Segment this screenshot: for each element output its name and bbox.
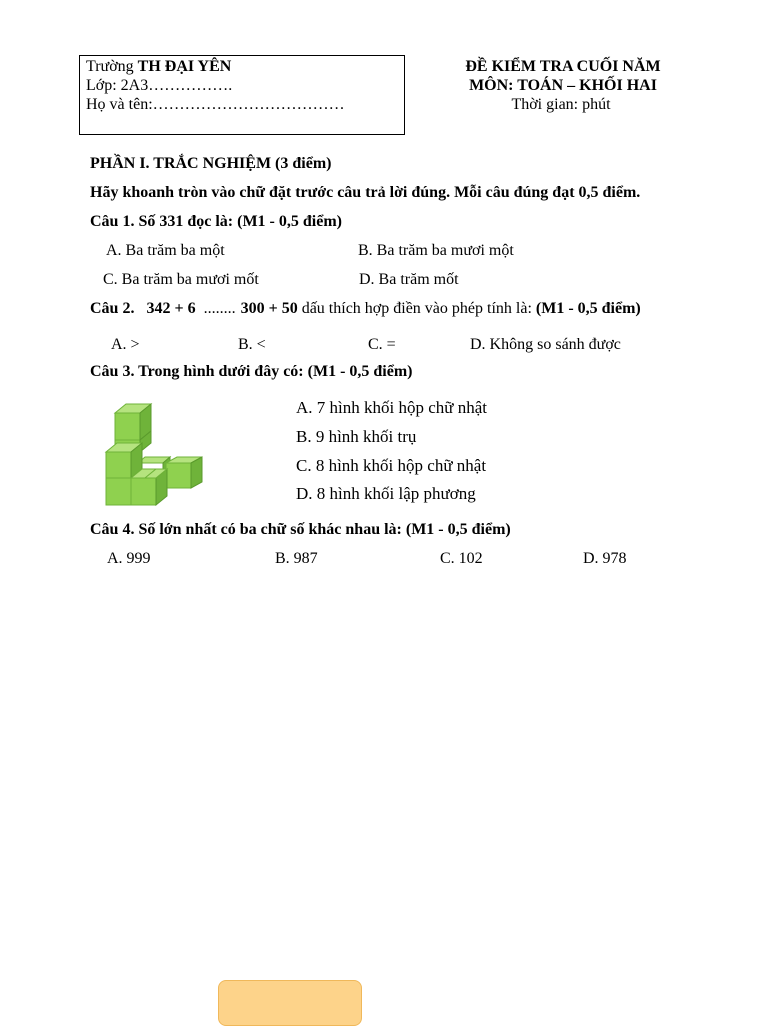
q2-expression-right: 300 + 50	[240, 300, 298, 317]
question-2-label: Câu 2.	[90, 300, 135, 317]
school-line	[86, 57, 231, 77]
section-instruction: Hãy khoanh tròn vào chữ đặt trước câu trả lời đúng. Mỗi câu đúng đạt 0,5 điểm.	[90, 184, 641, 201]
question-2	[90, 299, 641, 319]
exam-subject: MÔN: TOÁN – KHỐI HAI	[469, 77, 657, 94]
bottom-tab[interactable]	[218, 980, 362, 1026]
q2-option-a[interactable]: A. >	[111, 336, 140, 353]
q2-expression-left: 342 + 6	[146, 300, 196, 317]
cube	[106, 478, 131, 505]
section-title: PHẦN I. TRẮC NGHIỆM (3 điểm)	[90, 155, 332, 172]
q4-option-b[interactable]: B. 987	[275, 550, 318, 567]
exam-title: ĐỀ KIỂM TRA CUỐI NĂM	[465, 58, 661, 75]
q3-option-c[interactable]: C. 8 hình khối hộp chữ nhật	[296, 456, 487, 475]
question-2-points: (M1 - 0,5 điểm)	[535, 300, 641, 317]
exam-time: Thời gian: phút	[511, 96, 611, 113]
student-name-line: Họ và tên:………………………………	[86, 96, 345, 113]
class-line: Lớp: 2A3…………….	[86, 77, 233, 94]
q3-option-d[interactable]: D. 8 hình khối lập phương	[296, 484, 476, 503]
question-1-text: Số 331 đọc là: (M1 - 0,5 điểm)	[138, 213, 342, 230]
question-4: Câu 4. Số lớn nhất có ba chữ số khác nhau là: (M1 - 0,5 điểm)	[90, 521, 511, 538]
q2-option-d[interactable]: D. Không so sánh được	[470, 336, 621, 353]
cube	[131, 469, 167, 505]
q2-option-c[interactable]: C. =	[368, 336, 396, 353]
q1-option-a[interactable]: A. Ba trăm ba một	[106, 242, 225, 259]
question-1-label: Câu 1.	[90, 213, 139, 230]
question-2-text: dấu thích hợp điền vào phép tính là:	[297, 300, 536, 317]
q2-option-b[interactable]: B. <	[238, 336, 266, 353]
question-1	[90, 212, 342, 232]
q4-option-d[interactable]: D. 978	[583, 550, 627, 567]
q2-blank-dots: ........	[203, 300, 236, 317]
q3-option-b[interactable]: B. 9 hình khối trụ	[296, 427, 417, 446]
question-3: Câu 3. Trong hình dưới đây có: (M1 - 0,5 điểm)	[90, 363, 413, 380]
cube	[115, 404, 151, 440]
school-name: TH ĐẠI YÊN	[137, 58, 232, 75]
cube	[106, 443, 142, 478]
q3-option-a[interactable]: A. 7 hình khối hộp chữ nhật	[296, 398, 488, 417]
cube-stack-figure	[98, 400, 208, 510]
q1-option-b[interactable]: B. Ba trăm ba mươi một	[358, 242, 514, 259]
q4-option-c[interactable]: C. 102	[440, 550, 483, 567]
q4-option-a[interactable]: A. 999	[107, 550, 151, 567]
school-prefix: Trường	[86, 58, 138, 75]
cube	[166, 457, 202, 488]
q1-option-c[interactable]: C. Ba trăm ba mươi mốt	[103, 271, 259, 288]
q1-option-d[interactable]: D. Ba trăm mốt	[359, 271, 459, 288]
